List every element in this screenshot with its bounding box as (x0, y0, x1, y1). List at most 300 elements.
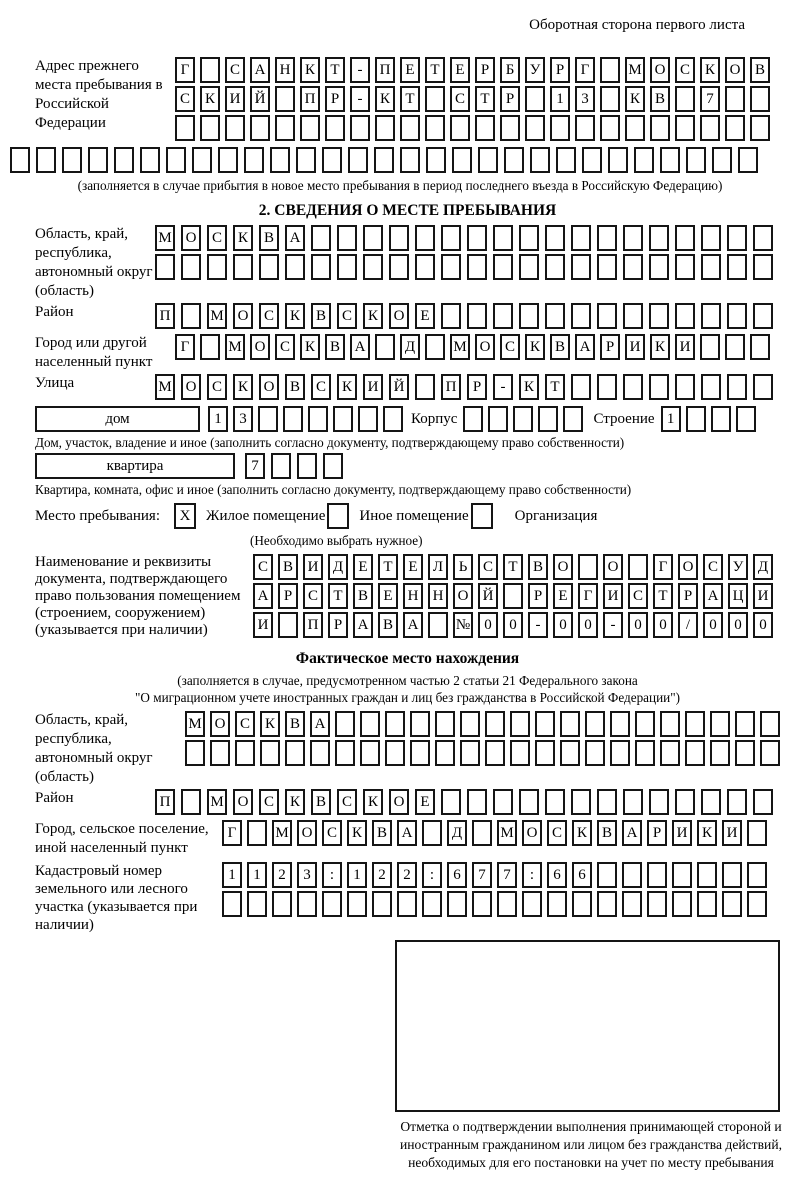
char-box[interactable]: М (497, 820, 517, 846)
char-box[interactable]: Ц (728, 583, 748, 609)
char-box[interactable]: Р (550, 57, 570, 83)
char-box[interactable] (760, 740, 780, 766)
char-box[interactable] (597, 225, 617, 251)
char-box[interactable]: Т (400, 86, 420, 112)
char-box[interactable] (247, 820, 267, 846)
char-box[interactable] (247, 891, 267, 917)
char-box[interactable]: Т (425, 57, 445, 83)
char-box[interactable] (578, 554, 598, 580)
char-box[interactable]: А (310, 711, 330, 737)
char-box[interactable]: 3 (297, 862, 317, 888)
char-box[interactable]: К (285, 789, 305, 815)
char-box[interactable]: Т (378, 554, 398, 580)
char-box[interactable] (435, 711, 455, 737)
char-box[interactable]: О (181, 374, 201, 400)
char-box[interactable] (360, 740, 380, 766)
char-box[interactable] (753, 254, 773, 280)
char-box[interactable] (460, 740, 480, 766)
char-box[interactable] (753, 789, 773, 815)
char-box[interactable] (597, 862, 617, 888)
char-box[interactable]: Р (278, 583, 298, 609)
char-box[interactable] (545, 254, 565, 280)
char-box[interactable]: П (375, 57, 395, 83)
char-box[interactable] (700, 334, 720, 360)
char-box[interactable] (686, 147, 706, 173)
char-box[interactable] (513, 406, 533, 432)
char-box[interactable]: С (500, 334, 520, 360)
char-box[interactable] (650, 115, 670, 141)
char-box[interactable] (510, 740, 530, 766)
char-box[interactable] (441, 254, 461, 280)
char-box[interactable] (467, 303, 487, 329)
char-box[interactable]: К (260, 711, 280, 737)
char-box[interactable]: К (525, 334, 545, 360)
char-box[interactable] (271, 453, 291, 479)
char-box[interactable]: 0 (578, 612, 598, 638)
char-box[interactable]: С (337, 789, 357, 815)
char-box[interactable] (233, 254, 253, 280)
char-box[interactable] (600, 57, 620, 83)
char-box[interactable] (463, 406, 483, 432)
char-box[interactable]: М (155, 225, 175, 251)
char-box[interactable] (701, 374, 721, 400)
char-box[interactable]: А (250, 57, 270, 83)
char-box[interactable]: О (603, 554, 623, 580)
char-box[interactable]: О (553, 554, 573, 580)
char-box[interactable] (697, 862, 717, 888)
char-box[interactable]: 0 (653, 612, 673, 638)
char-box[interactable] (623, 254, 643, 280)
char-box[interactable] (600, 86, 620, 112)
char-box[interactable]: О (181, 225, 201, 251)
char-box[interactable]: С (337, 303, 357, 329)
char-box[interactable] (385, 740, 405, 766)
char-box[interactable]: С (235, 711, 255, 737)
char-box[interactable]: Д (753, 554, 773, 580)
char-box[interactable] (389, 225, 409, 251)
char-box[interactable]: 0 (628, 612, 648, 638)
char-box[interactable] (175, 115, 195, 141)
char-box[interactable]: 0 (478, 612, 498, 638)
char-box[interactable]: : (422, 862, 442, 888)
char-box[interactable] (467, 225, 487, 251)
char-box[interactable] (623, 789, 643, 815)
char-box[interactable] (192, 147, 212, 173)
char-box[interactable] (415, 254, 435, 280)
char-box[interactable] (493, 789, 513, 815)
char-box[interactable] (348, 147, 368, 173)
char-box[interactable]: К (347, 820, 367, 846)
char-box[interactable] (218, 147, 238, 173)
char-box[interactable] (410, 740, 430, 766)
char-box[interactable]: И (753, 583, 773, 609)
char-box[interactable] (519, 303, 539, 329)
char-box[interactable]: Д (400, 334, 420, 360)
char-box[interactable]: В (311, 789, 331, 815)
char-box[interactable] (571, 225, 591, 251)
char-box[interactable] (727, 254, 747, 280)
char-box[interactable] (258, 406, 278, 432)
char-box[interactable] (675, 374, 695, 400)
char-box[interactable] (608, 147, 628, 173)
char-box[interactable] (622, 862, 642, 888)
char-box[interactable]: П (300, 86, 320, 112)
char-box[interactable] (422, 820, 442, 846)
char-box[interactable] (600, 115, 620, 141)
char-box[interactable]: К (700, 57, 720, 83)
char-box[interactable]: 1 (661, 406, 681, 432)
char-box[interactable]: В (278, 554, 298, 580)
char-box[interactable] (88, 147, 108, 173)
char-box[interactable] (415, 225, 435, 251)
char-box[interactable] (460, 711, 480, 737)
char-box[interactable] (311, 254, 331, 280)
char-box[interactable]: П (155, 303, 175, 329)
char-box[interactable] (647, 891, 667, 917)
char-box[interactable] (747, 820, 767, 846)
char-box[interactable]: А (703, 583, 723, 609)
char-box[interactable]: С (259, 303, 279, 329)
char-box[interactable] (649, 303, 669, 329)
char-box[interactable]: 1 (247, 862, 267, 888)
char-box[interactable] (322, 147, 342, 173)
apartment-type-box[interactable]: квартира (35, 453, 235, 479)
char-box[interactable] (635, 740, 655, 766)
char-box[interactable] (250, 115, 270, 141)
char-box[interactable] (181, 254, 201, 280)
char-box[interactable]: А (403, 612, 423, 638)
char-box[interactable]: Т (325, 57, 345, 83)
char-box[interactable] (647, 862, 667, 888)
char-box[interactable]: - (603, 612, 623, 638)
char-box[interactable] (623, 303, 643, 329)
char-box[interactable]: К (572, 820, 592, 846)
char-box[interactable]: Е (415, 303, 435, 329)
char-box[interactable] (725, 334, 745, 360)
char-box[interactable]: О (233, 303, 253, 329)
char-box[interactable]: В (378, 612, 398, 638)
char-box[interactable]: О (389, 303, 409, 329)
char-box[interactable]: А (353, 612, 373, 638)
char-box[interactable] (547, 891, 567, 917)
char-box[interactable]: В (550, 334, 570, 360)
char-box[interactable]: 1 (550, 86, 570, 112)
char-box[interactable]: В (285, 711, 305, 737)
char-box[interactable]: : (322, 862, 342, 888)
char-box[interactable] (675, 86, 695, 112)
char-box[interactable] (727, 789, 747, 815)
char-box[interactable]: В (597, 820, 617, 846)
char-box[interactable] (207, 254, 227, 280)
char-box[interactable]: 6 (447, 862, 467, 888)
char-box[interactable] (747, 862, 767, 888)
char-box[interactable]: А (397, 820, 417, 846)
char-box[interactable] (660, 711, 680, 737)
char-box[interactable]: А (350, 334, 370, 360)
char-box[interactable] (753, 374, 773, 400)
char-box[interactable] (278, 612, 298, 638)
char-box[interactable]: К (375, 86, 395, 112)
char-box[interactable] (503, 583, 523, 609)
char-box[interactable]: Е (553, 583, 573, 609)
char-box[interactable] (435, 740, 455, 766)
char-box[interactable] (308, 406, 328, 432)
char-box[interactable] (200, 334, 220, 360)
char-box[interactable] (467, 789, 487, 815)
char-box[interactable] (572, 891, 592, 917)
char-box[interactable]: - (493, 374, 513, 400)
char-box[interactable]: Р (600, 334, 620, 360)
char-box[interactable] (400, 147, 420, 173)
char-box[interactable] (750, 115, 770, 141)
char-box[interactable]: И (672, 820, 692, 846)
char-box[interactable] (701, 225, 721, 251)
char-box[interactable] (538, 406, 558, 432)
char-box[interactable] (597, 254, 617, 280)
char-box[interactable]: А (622, 820, 642, 846)
char-box[interactable]: О (250, 334, 270, 360)
char-box[interactable]: 7 (472, 862, 492, 888)
char-box[interactable]: И (225, 86, 245, 112)
char-box[interactable]: Т (545, 374, 565, 400)
char-box[interactable] (297, 891, 317, 917)
char-box[interactable]: О (233, 789, 253, 815)
char-box[interactable] (452, 147, 472, 173)
char-box[interactable] (735, 711, 755, 737)
char-box[interactable]: Г (175, 57, 195, 83)
char-box[interactable] (337, 225, 357, 251)
char-box[interactable]: О (725, 57, 745, 83)
char-box[interactable] (478, 147, 498, 173)
char-box[interactable]: С (703, 554, 723, 580)
char-box[interactable] (425, 115, 445, 141)
char-box[interactable] (525, 115, 545, 141)
char-box[interactable] (634, 147, 654, 173)
char-box[interactable]: С (311, 374, 331, 400)
char-box[interactable]: М (272, 820, 292, 846)
char-box[interactable] (575, 115, 595, 141)
char-box[interactable] (649, 789, 669, 815)
char-box[interactable] (397, 891, 417, 917)
char-box[interactable]: Т (475, 86, 495, 112)
char-box[interactable] (686, 406, 706, 432)
char-box[interactable]: 6 (547, 862, 567, 888)
char-box[interactable] (447, 891, 467, 917)
char-box[interactable]: 0 (728, 612, 748, 638)
char-box[interactable] (685, 740, 705, 766)
char-box[interactable] (374, 147, 394, 173)
char-box[interactable]: Й (389, 374, 409, 400)
char-box[interactable]: С (207, 374, 227, 400)
char-box[interactable]: В (285, 374, 305, 400)
organization-checkbox[interactable] (471, 503, 493, 529)
char-box[interactable] (535, 740, 555, 766)
char-box[interactable] (530, 147, 550, 173)
char-box[interactable] (597, 789, 617, 815)
char-box[interactable]: 2 (272, 862, 292, 888)
char-box[interactable] (510, 711, 530, 737)
char-box[interactable]: В (311, 303, 331, 329)
char-box[interactable]: О (475, 334, 495, 360)
char-box[interactable] (597, 891, 617, 917)
char-box[interactable] (727, 374, 747, 400)
char-box[interactable] (519, 254, 539, 280)
char-box[interactable] (672, 862, 692, 888)
char-box[interactable] (372, 891, 392, 917)
char-box[interactable]: / (678, 612, 698, 638)
char-box[interactable]: А (253, 583, 273, 609)
char-box[interactable]: О (389, 789, 409, 815)
char-box[interactable]: К (697, 820, 717, 846)
char-box[interactable] (485, 740, 505, 766)
char-box[interactable]: Р (500, 86, 520, 112)
char-box[interactable] (36, 147, 56, 173)
char-box[interactable] (425, 86, 445, 112)
char-box[interactable] (285, 740, 305, 766)
char-box[interactable]: Г (175, 334, 195, 360)
char-box[interactable]: С (478, 554, 498, 580)
char-box[interactable] (722, 862, 742, 888)
char-box[interactable] (660, 147, 680, 173)
char-box[interactable] (736, 406, 756, 432)
char-box[interactable]: К (519, 374, 539, 400)
char-box[interactable] (519, 225, 539, 251)
char-box[interactable] (270, 147, 290, 173)
char-box[interactable] (322, 891, 342, 917)
char-box[interactable]: Г (575, 57, 595, 83)
char-box[interactable]: 7 (700, 86, 720, 112)
char-box[interactable] (485, 711, 505, 737)
char-box[interactable] (375, 334, 395, 360)
other-premises-checkbox[interactable] (327, 503, 349, 529)
char-box[interactable]: Т (653, 583, 673, 609)
char-box[interactable] (426, 147, 446, 173)
char-box[interactable]: О (522, 820, 542, 846)
char-box[interactable] (335, 740, 355, 766)
char-box[interactable] (675, 254, 695, 280)
char-box[interactable] (701, 303, 721, 329)
char-box[interactable] (571, 254, 591, 280)
char-box[interactable] (310, 740, 330, 766)
char-box[interactable]: Р (325, 86, 345, 112)
char-box[interactable] (625, 115, 645, 141)
char-box[interactable] (622, 891, 642, 917)
char-box[interactable] (325, 115, 345, 141)
char-box[interactable] (545, 303, 565, 329)
char-box[interactable]: К (363, 789, 383, 815)
char-box[interactable]: О (453, 583, 473, 609)
char-box[interactable] (210, 740, 230, 766)
char-box[interactable] (722, 891, 742, 917)
char-box[interactable] (727, 225, 747, 251)
char-box[interactable] (283, 406, 303, 432)
char-box[interactable]: Р (475, 57, 495, 83)
char-box[interactable] (350, 115, 370, 141)
char-box[interactable] (725, 86, 745, 112)
char-box[interactable] (275, 86, 295, 112)
char-box[interactable] (493, 303, 513, 329)
char-box[interactable] (735, 740, 755, 766)
char-box[interactable] (311, 225, 331, 251)
char-box[interactable]: Г (653, 554, 673, 580)
char-box[interactable]: С (225, 57, 245, 83)
char-box[interactable] (522, 891, 542, 917)
char-box[interactable] (360, 711, 380, 737)
char-box[interactable]: 7 (245, 453, 265, 479)
char-box[interactable] (525, 86, 545, 112)
char-box[interactable]: Р (678, 583, 698, 609)
char-box[interactable]: : (522, 862, 542, 888)
char-box[interactable]: С (675, 57, 695, 83)
char-box[interactable] (185, 740, 205, 766)
char-box[interactable]: 1 (347, 862, 367, 888)
char-box[interactable] (244, 147, 264, 173)
char-box[interactable] (410, 711, 430, 737)
char-box[interactable]: Т (503, 554, 523, 580)
char-box[interactable] (415, 374, 435, 400)
char-box[interactable] (649, 225, 669, 251)
char-box[interactable] (259, 254, 279, 280)
char-box[interactable]: Е (450, 57, 470, 83)
char-box[interactable]: Л (428, 554, 448, 580)
char-box[interactable] (610, 740, 630, 766)
char-box[interactable]: К (625, 86, 645, 112)
char-box[interactable] (375, 115, 395, 141)
char-box[interactable]: 3 (233, 406, 253, 432)
char-box[interactable] (181, 303, 201, 329)
char-box[interactable]: Е (378, 583, 398, 609)
char-box[interactable]: К (363, 303, 383, 329)
char-box[interactable]: Ь (453, 554, 473, 580)
char-box[interactable]: С (322, 820, 342, 846)
char-box[interactable]: С (275, 334, 295, 360)
char-box[interactable]: К (300, 57, 320, 83)
char-box[interactable] (200, 115, 220, 141)
char-box[interactable] (297, 453, 317, 479)
char-box[interactable] (545, 789, 565, 815)
char-box[interactable]: П (441, 374, 461, 400)
char-box[interactable]: А (575, 334, 595, 360)
char-box[interactable] (545, 225, 565, 251)
char-box[interactable]: Д (328, 554, 348, 580)
char-box[interactable]: П (155, 789, 175, 815)
char-box[interactable]: Е (353, 554, 373, 580)
char-box[interactable]: Р (647, 820, 667, 846)
char-box[interactable]: Н (403, 583, 423, 609)
char-box[interactable] (389, 254, 409, 280)
char-box[interactable] (550, 115, 570, 141)
char-box[interactable]: У (525, 57, 545, 83)
char-box[interactable] (710, 711, 730, 737)
char-box[interactable]: 7 (497, 862, 517, 888)
char-box[interactable]: П (303, 612, 323, 638)
char-box[interactable]: У (728, 554, 748, 580)
char-box[interactable] (493, 225, 513, 251)
char-box[interactable]: К (200, 86, 220, 112)
char-box[interactable] (597, 303, 617, 329)
char-box[interactable] (335, 711, 355, 737)
char-box[interactable] (62, 147, 82, 173)
char-box[interactable] (475, 115, 495, 141)
char-box[interactable] (300, 115, 320, 141)
char-box[interactable] (493, 254, 513, 280)
char-box[interactable]: М (207, 789, 227, 815)
char-box[interactable] (597, 374, 617, 400)
char-box[interactable]: Е (415, 789, 435, 815)
char-box[interactable] (623, 374, 643, 400)
char-box[interactable] (672, 891, 692, 917)
char-box[interactable] (181, 789, 201, 815)
